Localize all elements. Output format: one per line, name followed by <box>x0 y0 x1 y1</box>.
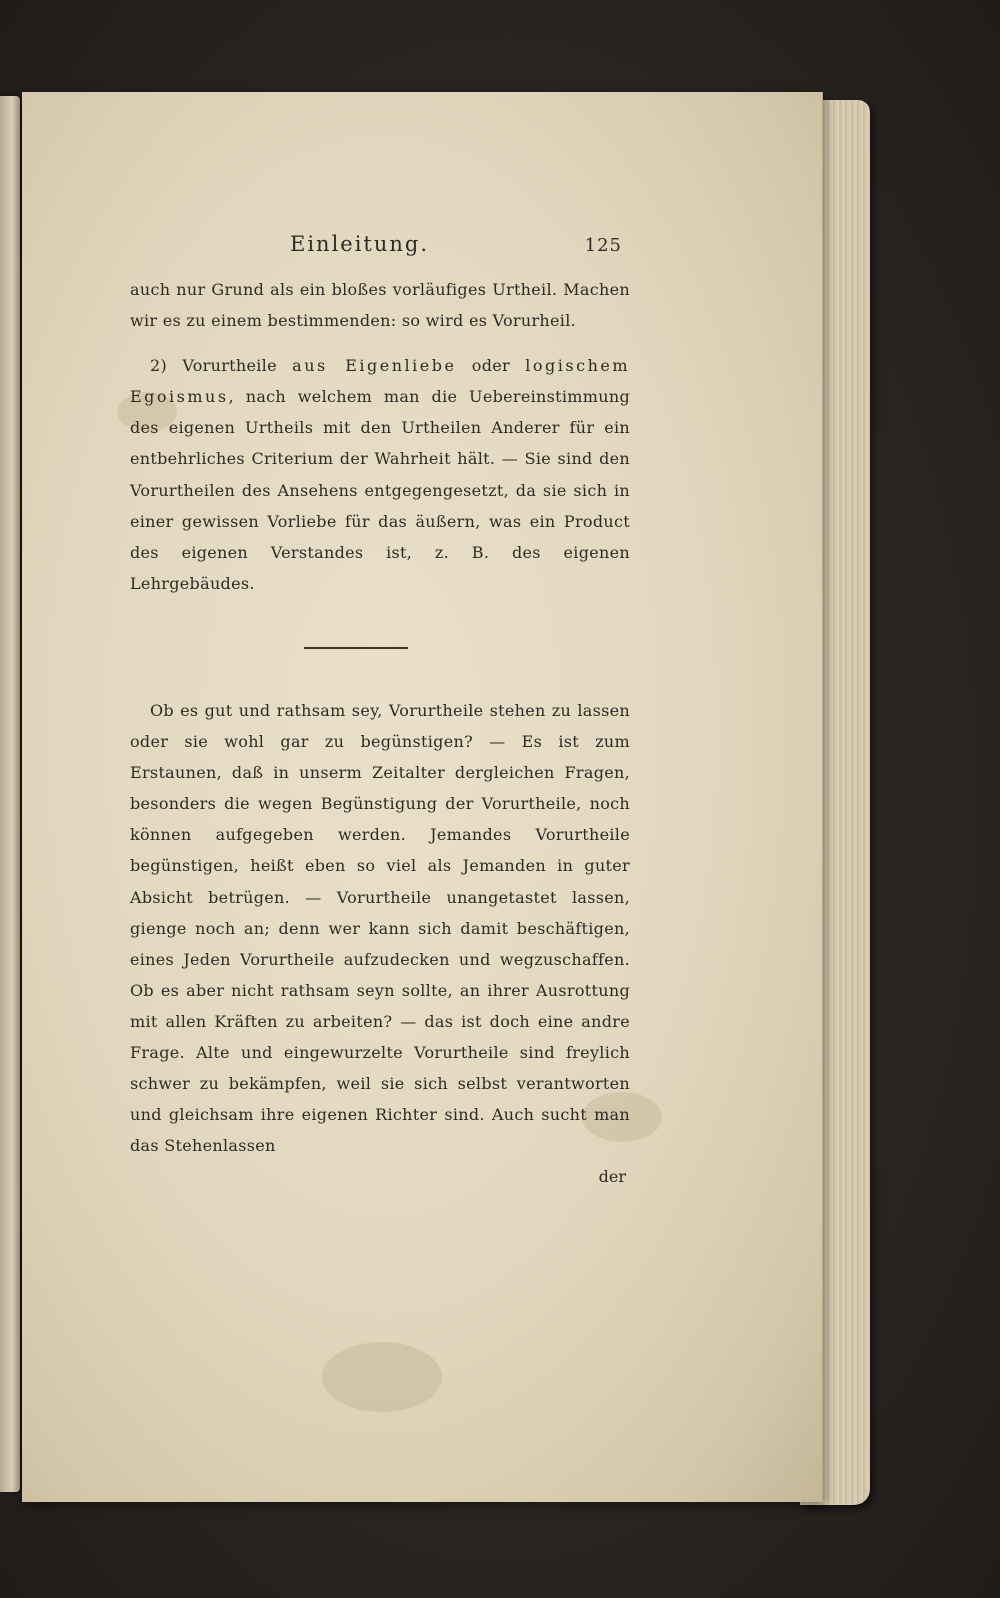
page-text <box>130 232 630 1189</box>
paragraph-2 <box>130 350 630 599</box>
running-header <box>130 232 630 274</box>
paragraph-1: auch nur Grund als ein bloßes vorläufiges Urtheil. Machen wir es zu einem bestimmenden: so wird es Vorurheil. <box>130 280 630 331</box>
paragraph-2-rest: , nach welchem man die Uebereinstimmung des eigenen Urtheils mit den Urtheilen Anderer für ein entbehrliches Criterium der Wahrheit hält. — Sie sind den Vorurtheilen des Ansehens entgegengesetzt, da sie sich in einer gewissen Vorliebe für das äußern, was ein Product des eigenen Verstandes ist, z. B. des eigenen Lehrgebäudes. <box>130 387 630 593</box>
page-number: 125 <box>584 235 622 256</box>
term-egoismus: logischem Egoismus <box>130 356 631 407</box>
left-page-edge <box>0 96 20 1492</box>
catchword: der <box>598 1167 626 1187</box>
paragraph-3: Ob es gut und rathsam sey, Vorurtheile stehen zu lassen oder sie wohl gar zu begünstigen? — Es ist zum Erstaunen, daß in unserm Zeitalter dergleichen Fragen, besonders die wegen Begünstigung der Vorurtheile, noch können aufgegeben werden. Jemandes Vorurtheile begünstigen, heißt eben so viel als Jemanden in guter Absicht betrügen. — Vorurtheile unangetastet lassen, gienge noch an; denn wer kann sich damit beschäftigen, eines Jeden Vorurtheile aufzudecken und wegzuschaffen. Ob es aber nicht rathsam seyn sollte, an ihrer Ausrottung mit allen Kräften zu arbeiten? — das ist doch eine andre Frage. Alte und eingewurzelte Vorurtheile sind freylich schwer zu bekämpfen, weil sie sich selbst verantworten und gleichsam ihre eigenen Richter sind. Auch sucht man das Stehenlassen <box>130 700 630 1156</box>
term-eigenliebe: aus Eigenliebe <box>292 356 457 376</box>
paragraph-2-mid: oder <box>456 356 526 376</box>
paper-stain <box>322 1342 442 1412</box>
header-title: Einleitung. <box>290 232 430 256</box>
paragraph-2-prefix: 2) Vorurtheile <box>150 356 293 376</box>
section-divider <box>304 647 408 649</box>
